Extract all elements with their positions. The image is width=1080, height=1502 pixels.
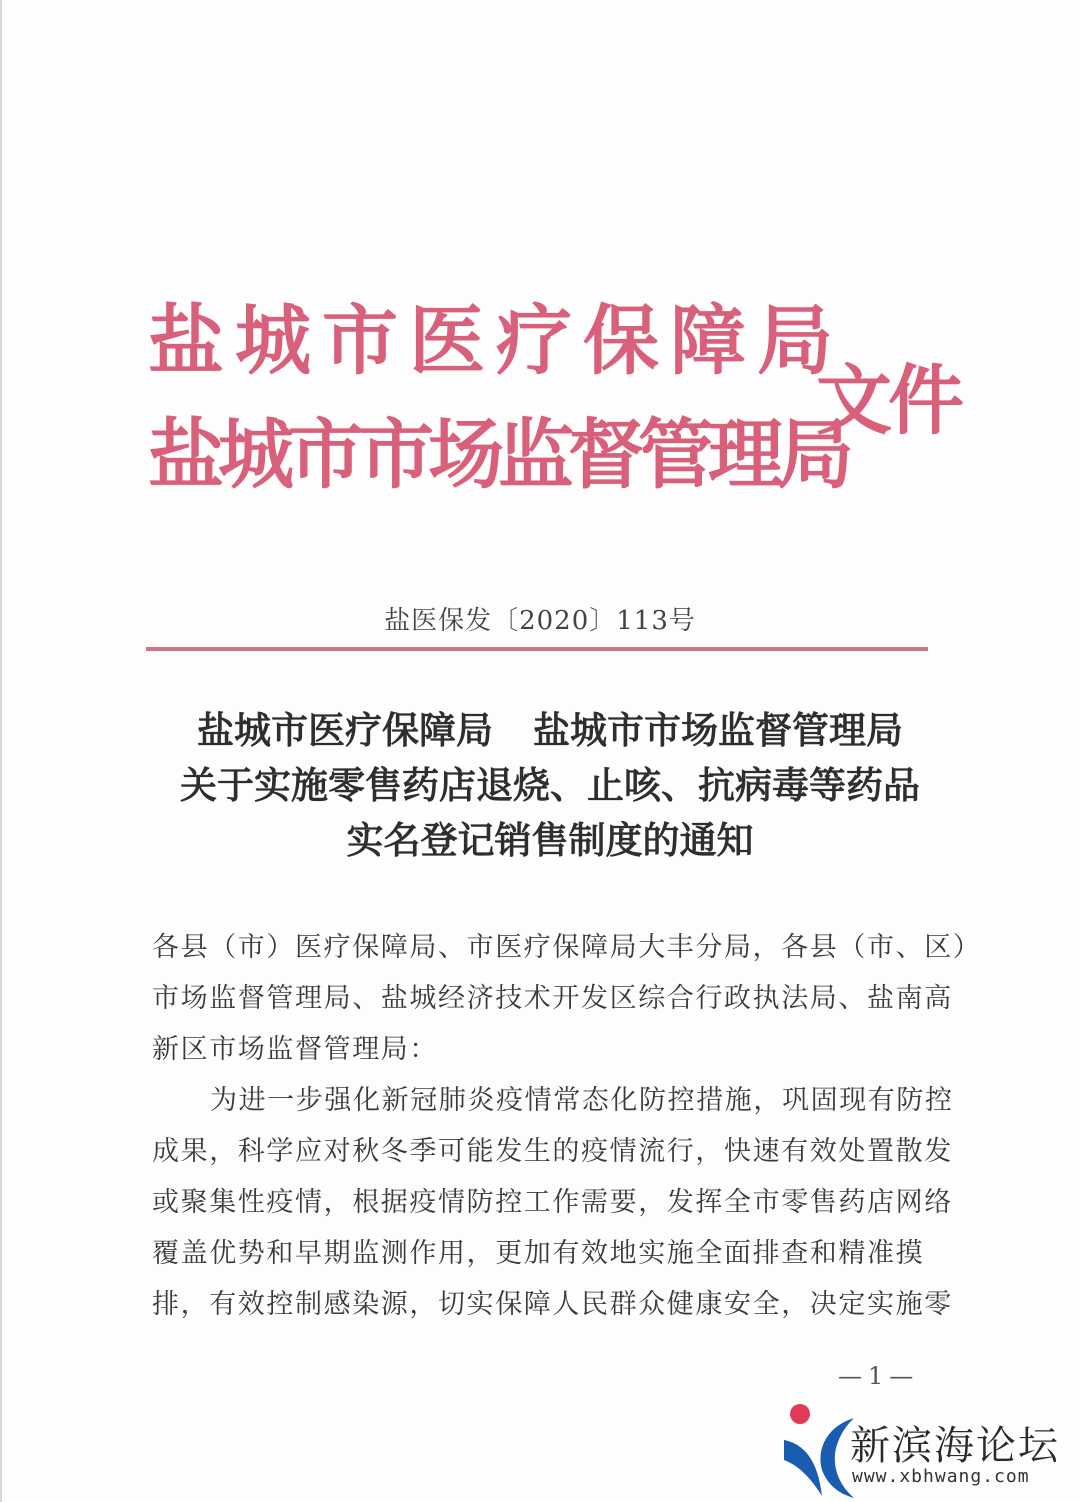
paragraph-line: 成果，科学应对秋冬季可能发生的疫情流行，快速有效处置散发 <box>152 1136 953 1167</box>
page-number: —1— <box>838 1362 920 1390</box>
title-line-2: 关于实施零售药店退烧、止咳、抗病毒等药品 <box>180 763 920 807</box>
site-watermark <box>782 1400 1078 1500</box>
paragraph-line: 排，有效控制感染源，切实保障人民群众健康安全，决定实施零 <box>152 1289 953 1320</box>
document-title <box>140 703 960 868</box>
title-issuer-2: 盐城市市场监督管理局 <box>533 708 903 752</box>
red-divider-rule <box>146 647 928 651</box>
addressee-line: 市场监督管理局、盐城经济技术开发区综合行政执法局、盐南高 <box>152 983 953 1014</box>
paragraph-line: 或聚集性疫情，根据疫情防控工作需要，发挥全市零售药店网络 <box>152 1187 953 1218</box>
paragraph-1 <box>152 1075 962 1330</box>
paragraph-line: 为进一步强化新冠肺炎疫情常态化防控措施，巩固现有防控 <box>210 1085 954 1116</box>
document-number: 盐医保发〔2020〕113号 <box>384 606 696 636</box>
page-edge <box>0 0 2 1502</box>
title-issuer-1: 盐城市医疗保障局 <box>197 708 493 752</box>
addressee-line: 新区市场监督管理局： <box>152 1034 438 1065</box>
addressee-line: 各县（市）医疗保障局、市医疗保障局大丰分局，各县（市、区） <box>152 932 982 963</box>
issuer-1: 盐城市医疗保障局 <box>148 296 844 385</box>
paragraph-line: 覆盖优势和早期监测作用，更加有效地实施全面排查和精准摸 <box>152 1238 925 1269</box>
brand-name: 新滨海论坛 <box>850 1423 1060 1469</box>
masthead-suffix: 文件 <box>816 356 960 445</box>
red-header-masthead <box>148 296 968 516</box>
addressees <box>152 922 982 1075</box>
issuer-2: 盐城市市场监督管理局 <box>148 410 848 499</box>
brand-url: www.xbhwang.com <box>852 1466 1030 1487</box>
title-line-1 <box>140 703 960 758</box>
title-line-3: 实名登记销售制度的通知 <box>346 818 754 862</box>
document-body <box>152 922 982 1330</box>
